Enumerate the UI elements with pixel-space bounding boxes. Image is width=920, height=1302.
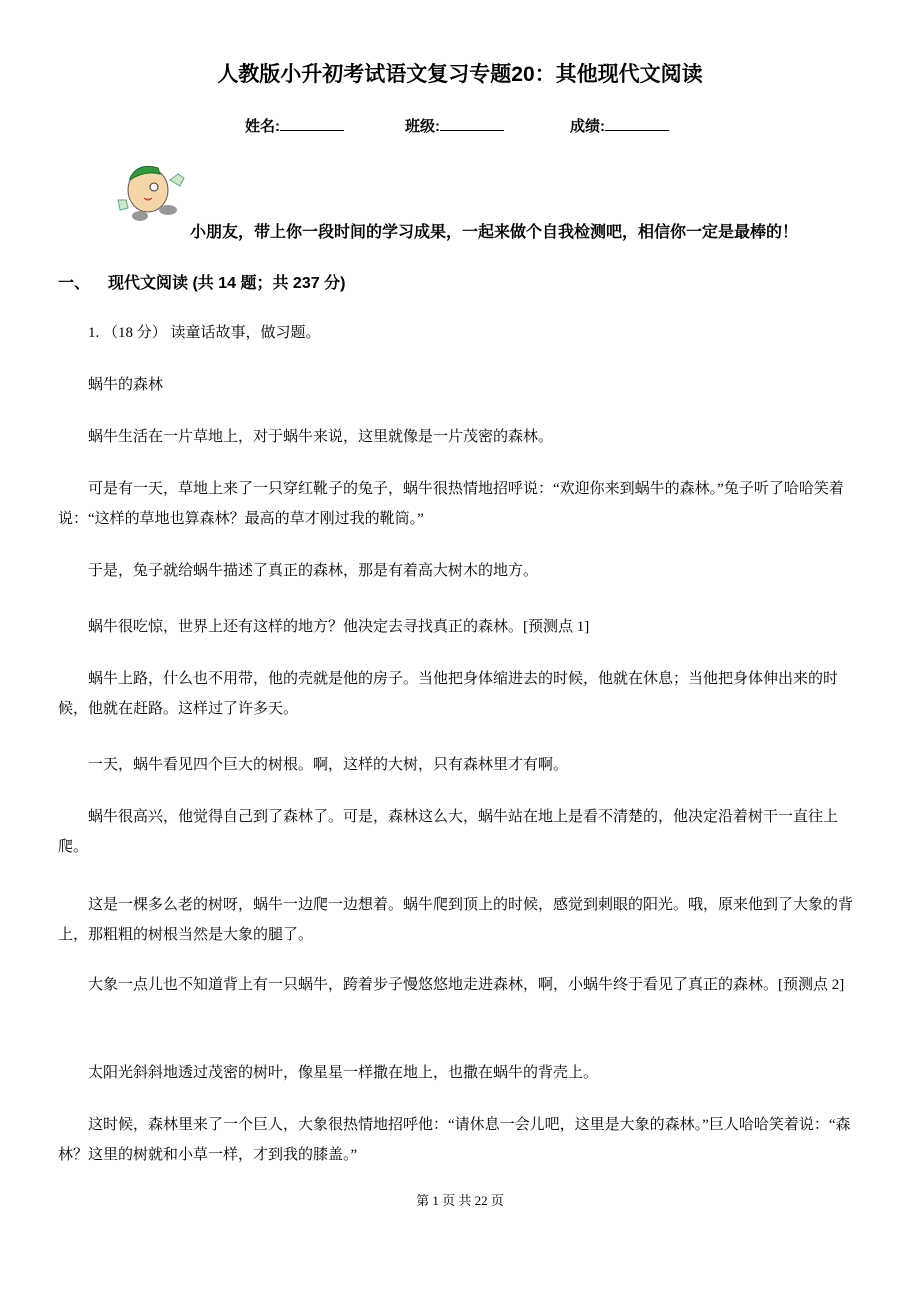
story-paragraph: 可是有一天，草地上来了一只穿红靴子的兔子，蜗牛很热情地招呼说：“欢迎你来到蜗牛的森林。”兔子听了哈哈笑着说：“这样的草地也算森林？最高的草才刚过我的靴筒。” xyxy=(58,481,844,527)
encouragement-text: 小朋友，带上你一段时间的学习成果，一起来做个自我检测吧，相信你一定是最棒的！ xyxy=(190,224,799,241)
class-blank xyxy=(440,116,504,131)
cartoon-mascot-icon xyxy=(108,160,193,225)
story-paragraph: 大象一点儿也不知道背上有一只蜗牛，跨着步子慢悠悠地走进森林，啊，小蜗牛终于看见了真正的森林。[预测点 2] xyxy=(88,977,845,993)
score-blank xyxy=(605,116,669,131)
section-heading xyxy=(58,270,363,293)
story-paragraph: 蜗牛上路，什么也不用带，他的壳就是他的房子。当他把身体缩进去的时候，他就在休息；当他把身体伸出来的时候，他就在赶路。这样过了许多天。 xyxy=(58,671,839,717)
section-number: 一、 xyxy=(58,275,91,292)
score-label: 成绩: xyxy=(570,118,605,135)
name-blank xyxy=(280,116,344,131)
class-field xyxy=(405,115,504,136)
score-field xyxy=(570,115,669,136)
story-paragraph: 这是一棵多么老的树呀，蜗牛一边爬一边想着。蜗牛爬到顶上的时候，感觉到刺眼的阳光。哦，原来他到了大象的背上，那粗粗的树根当然是大象的腿了。 xyxy=(58,897,854,943)
story-title: 蜗牛的森林 xyxy=(88,377,164,393)
name-field xyxy=(245,115,344,136)
story-paragraph: 一天，蜗牛看见四个巨大的树根。啊，这样的大树，只有森林里才有啊。 xyxy=(88,757,569,773)
story-paragraph: 这时候，森林里来了一个巨人，大象很热情地招呼他：“请休息一会儿吧，这里是大象的森林。”巨人哈哈笑着说：“森林？这里的树就和小草一样，才到我的膝盖。” xyxy=(58,1117,851,1163)
section-title: 现代文阅读 (共 14 题；共 237 分) xyxy=(108,275,346,292)
story-paragraph: 蜗牛生活在一片草地上，对于蜗牛来说，这里就像是一片茂密的森林。 xyxy=(88,429,554,445)
document-title: 人教版小升初考试语文复习专题20：其他现代文阅读 xyxy=(217,63,703,86)
name-label: 姓名: xyxy=(245,118,280,135)
page-footer: 第 1 页 共 22 页 xyxy=(416,1193,504,1208)
question-prompt: 1. （18 分） 读童话故事，做习题。 xyxy=(88,325,321,341)
story-paragraph: 蜗牛很高兴，他觉得自己到了森林了。可是，森林这么大，蜗牛站在地上是看不清楚的，他决定沿着树干一直往上爬。 xyxy=(58,809,839,855)
story-paragraph: 蜗牛很吃惊，世界上还有这样的地方？他决定去寻找真正的森林。[预测点 1] xyxy=(88,619,590,635)
story-paragraph: 太阳光斜斜地透过茂密的树叶，像星星一样撒在地上，也撒在蜗牛的背壳上。 xyxy=(88,1065,599,1081)
class-label: 班级: xyxy=(405,118,440,135)
story-paragraph: 于是，兔子就给蜗牛描述了真正的森林，那是有着高大树木的地方。 xyxy=(88,563,539,579)
